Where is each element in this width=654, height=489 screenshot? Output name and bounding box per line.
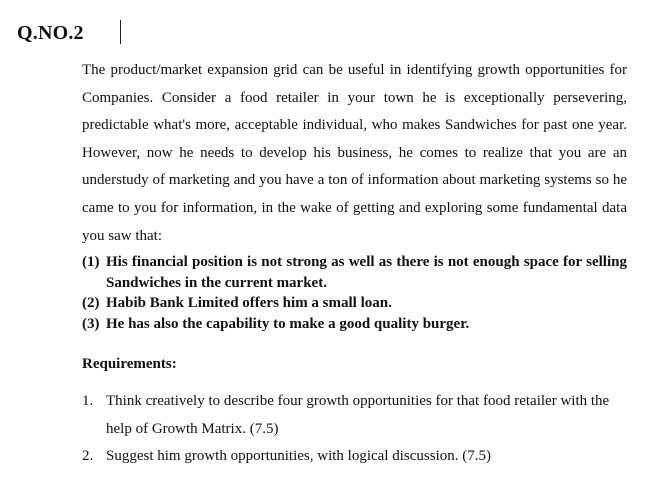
observation-list: [82, 252, 627, 334]
observation-item: [82, 314, 627, 335]
requirement-item: [82, 443, 627, 471]
observation-item: [82, 293, 627, 314]
observation-item: [82, 252, 627, 293]
observation-number: (1): [82, 254, 100, 270]
observation-number: (3): [82, 315, 100, 332]
requirements-heading: Requirements:: [82, 356, 177, 372]
requirement-number: 2.: [82, 448, 94, 465]
requirement-text: Suggest him growth opportunities, with logical discussion. (7.5): [106, 448, 491, 465]
requirement-text: Think creatively to describe four growth opportunities for that food retailer with the help of Growth Matrix. (7.5): [106, 393, 610, 437]
requirement-item: [82, 388, 627, 443]
observation-text: Habib Bank Limited offers him a small loan.: [106, 295, 392, 311]
text-cursor: [120, 20, 121, 44]
observation-text: His financial position is not strong as well as there is not enough space for selling Sandwiches in the current market.: [106, 254, 627, 291]
observation-number: (2): [82, 295, 100, 311]
observation-text: He has also the capability to make a good quality burger.: [106, 315, 470, 332]
question-paragraph: The product/market expansion grid can be useful in identifying growth opportunities for Companies. Consider a food retailer in your town he is exceptionally persevering, predictable what's more, acceptable individual, who makes Sandwiches for past one year. However, now he needs to develop his business, he comes to realize that you are an understudy of marketing and you have a ton of information about marketing systems so he came to you for information, in the wake of getting and exploring some fundamental data you saw that:: [82, 62, 627, 244]
requirements-list: [82, 388, 627, 471]
question-number: Q.NO.2: [17, 22, 84, 44]
requirement-number: 1.: [82, 393, 94, 409]
